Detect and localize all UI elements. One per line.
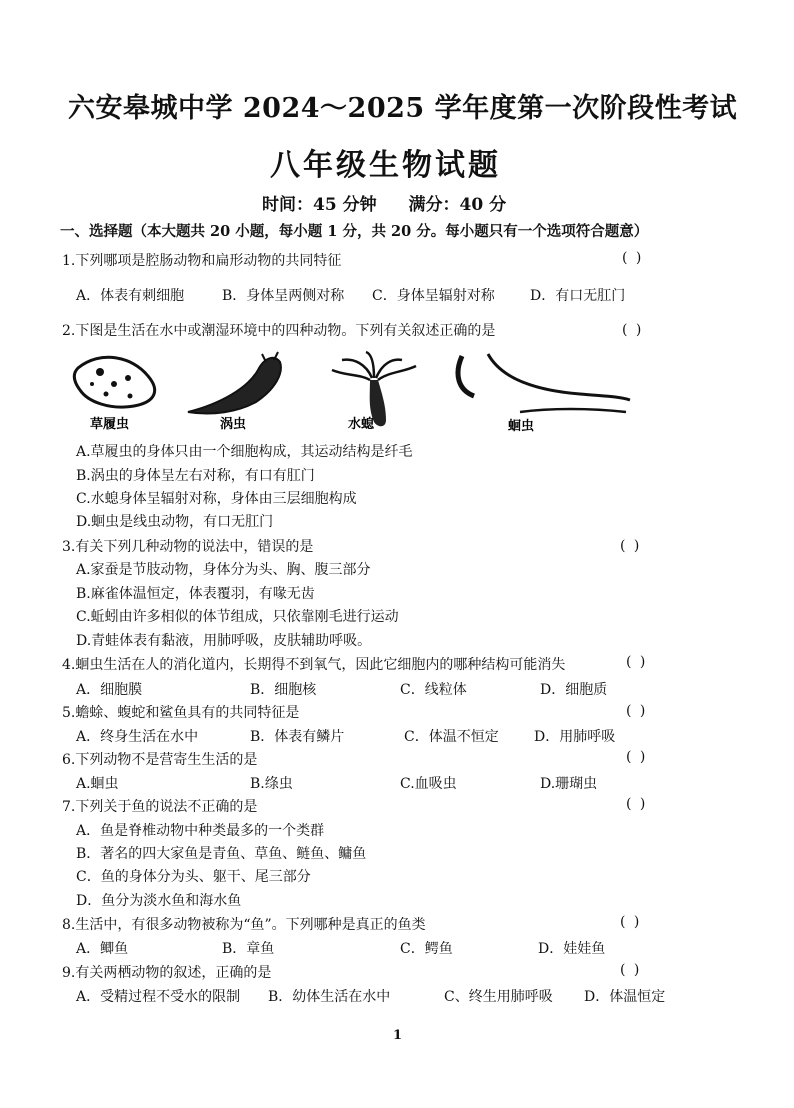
question-9-option-b: B．幼体生活在水中 [268,989,391,1005]
exam-time: 时间：45 分钟 [262,195,377,215]
question-2-stem: 2.下图是生活在水中或潮湿环境中的四种动物。下列有关叙述正确的是 [62,323,496,339]
question-6-option-c: C.血吸虫 [400,776,457,792]
question-3-answer-paren: ( ) [620,538,642,554]
question-7-option-a: A．鱼是脊椎动物中种类最多的一个类群 [76,823,325,839]
figure-label-planarian: 涡虫 [220,417,247,432]
question-3-option-c: C.蚯蚓由许多相似的体节组成，只依靠刚毛进行运动 [76,609,399,625]
paramecium-drawing [74,357,154,407]
question-8-option-b: B．章鱼 [222,941,275,957]
question-9-option-a: A．受精过程不受水的限制 [76,989,241,1005]
question-7-answer-paren: ( ) [626,796,648,812]
question-3-option-d: D.青蛙体表有黏液，用肺呼吸，皮肤辅助呼吸。 [76,633,372,649]
question-3-option-b: B.麻雀体温恒定，体表覆羽，有喙无齿 [76,586,315,602]
question-4-option-d: D．细胞质 [540,682,608,698]
question-9-answer-paren: ( ) [620,962,642,978]
question-5-option-c: C．体温不恒定 [404,729,499,745]
question-7-option-b: B．著名的四大家鱼是青鱼、草鱼、鲢鱼、鳙鱼 [76,846,367,862]
question-1-answer-paren: ( ) [622,250,644,266]
question-5-answer-paren: ( ) [626,703,648,719]
planarian-drawing [188,352,281,414]
question-9-option-d: D．体温恒定 [584,989,666,1005]
question-6-option-b: B.绦虫 [250,776,293,792]
question-7-stem: 7.下列关于鱼的说法不正确的是 [62,799,258,815]
question-1-option-c: C．身体呈辐射对称 [372,288,495,304]
question-4-option-b: B．细胞核 [250,682,317,698]
question-4-answer-paren: ( ) [626,654,648,670]
page-number: 1 [393,1028,403,1043]
question-4-option-a: A．细胞膜 [76,682,143,698]
question-1-option-d: D．有口无肛门 [530,288,626,304]
figure-label-roundworm: 蛔虫 [508,419,535,434]
question-5-option-b: B．体表有鳞片 [250,729,345,745]
question-7-option-d: D．鱼分为淡水鱼和海水鱼 [76,893,242,909]
question-6-option-d: D.珊瑚虫 [540,776,598,792]
question-7-option-c: C．鱼的身体分为头、躯干、尾三部分 [76,869,311,885]
question-5-option-d: D．用肺呼吸 [534,729,616,745]
question-9-stem: 9.有关两栖动物的叙述，正确的是 [62,965,272,981]
question-5-stem: 5.蟾蜍、蝮蛇和鲨鱼具有的共同特征是 [62,705,300,721]
roundworm-drawing [458,354,630,412]
question-4-option-c: C．线粒体 [400,682,467,698]
question-6-stem: 6.下列动物不是营寄生生活的是 [62,752,258,768]
four-animals-figure [70,350,640,435]
question-2-answer-paren: ( ) [622,322,644,338]
question-8-answer-paren: ( ) [620,914,642,930]
hydra-drawing [332,352,416,426]
exam-title: 八年级生物试题 [270,148,501,183]
question-1-stem: 1.下列哪项是腔肠动物和扁形动物的共同特征 [62,253,342,269]
section-heading: 一、选择题（本大题共 20 小题，每小题 1 分，共 20 分。每小题只有一个选项符合题意） [60,223,649,240]
question-2-option-a: A.草履虫的身体只由一个细胞构成，其运动结构是纤毛 [76,444,413,460]
question-4-stem: 4.蛔虫生活在人的消化道内，长期得不到氧气，因此它细胞内的哪种结构可能消失 [62,657,566,673]
question-5-option-a: A．终身生活在水中 [76,729,199,745]
question-8-option-d: D．娃娃鱼 [538,941,606,957]
question-2-option-c: C.水螅身体呈辐射对称，身体由三层细胞构成 [76,491,357,507]
question-1-option-b: B．身体呈两侧对称 [222,288,345,304]
question-6-option-a: A.蛔虫 [76,776,119,792]
question-8-option-c: C．鳄鱼 [400,941,453,957]
question-9-option-c: C、终生用肺呼吸 [444,989,553,1005]
question-6-answer-paren: ( ) [626,749,648,765]
exam-score: 满分：40 分 [408,195,507,215]
question-2-option-b: B.涡虫的身体呈左右对称，有口有肛门 [76,468,315,484]
question-1-option-a: A．体表有刺细胞 [76,288,185,304]
question-2-option-d: D.蛔虫是线虫动物，有口无肛门 [76,514,274,530]
question-3-option-a: A.家蚕是节肢动物，身体分为头、胸、腹三部分 [76,562,371,578]
figure-label-hydra: 水螅 [348,417,375,432]
question-8-option-a: A．鲫鱼 [76,941,129,957]
question-3-stem: 3.有关下列几种动物的说法中，错误的是 [62,539,314,555]
school-title: 六安皋城中学 2024～2025 学年度第一次阶段性考试 [68,93,738,124]
question-8-stem: 8.生活中，有很多动物被称为“鱼”。下列哪种是真正的鱼类 [62,917,426,933]
figure-label-paramecium: 草履虫 [90,417,130,432]
exam-info [262,190,532,215]
